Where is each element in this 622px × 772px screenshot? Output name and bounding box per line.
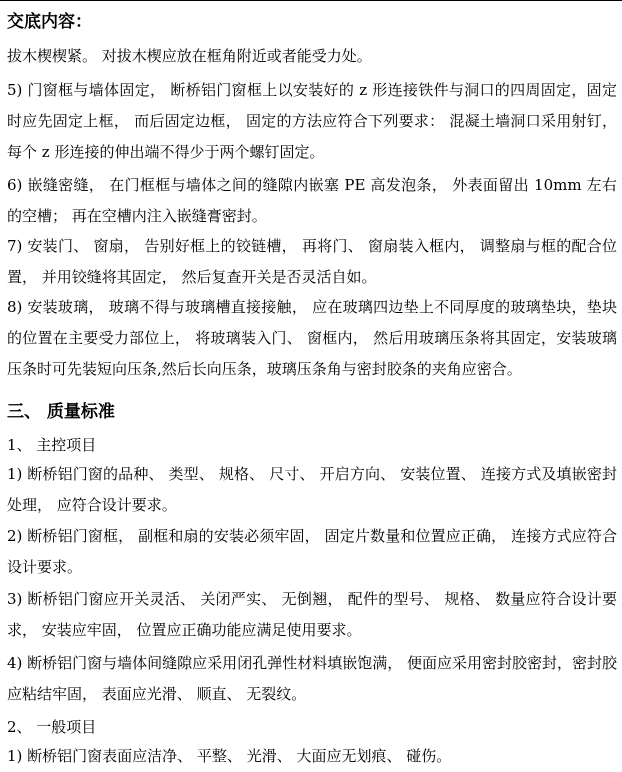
paragraph-step-6: 6) 嵌缝密缝， 在门框框与墙体之间的缝隙内嵌塞 PE 高发泡条， 外表面留出 10mm 左右的空槽； 再在空槽内注入嵌缝膏密封。	[7, 176, 617, 225]
general-item-1: 1) 断桥铝门窗表面应洁净、 平整、 光滑、 大面应无划痕、 碰伤。	[7, 747, 452, 765]
main-items-title: 1、 主控项目	[7, 436, 97, 454]
paragraph-step-8: 8) 安装玻璃， 玻璃不得与玻璃槽直接接触， 应在玻璃四边垫上不同厚度的玻璃垫块，垫块的位置在主要受力部位上， 将玻璃装入门、 窗框内， 然后用玻璃压条将其固定，安装玻璃压条时可先装短向压条,然后长向压条，玻璃压条角与密封胶条的夹角应密合。	[7, 298, 617, 378]
top-border-line	[0, 0, 622, 1]
general-items-title: 2、 一般项目	[7, 718, 97, 736]
main-item-1: 1) 断桥铝门窗的品种、 类型、 规格、 尺寸、 开启方向、 安装位置、 连接方式及填嵌密封处理， 应符合设计要求。	[7, 465, 617, 514]
quality-standard-title: 三、 质量标准	[7, 402, 115, 422]
section-title: 交底内容：	[7, 12, 92, 32]
paragraph-step-7: 7) 安装门、 窗扇， 告别好框上的铰链槽， 再将门、 窗扇装入框内， 调整扇与框的配合位置， 并用铰缝将其固定， 然后复查开关是否灵活自如。	[7, 237, 617, 286]
main-item-2: 2) 断桥铝门窗框， 副框和扇的安装必须牢固， 固定片数量和位置应正确， 连接方式应符合设计要求。	[7, 527, 617, 576]
main-item-4: 4) 断桥铝门窗与墙体间缝隙应采用闭孔弹性材料填嵌饱满， 便面应采用密封胶密封，密封胶应粘结牢固， 表面应光滑、 顺直、 无裂纹。	[7, 654, 617, 703]
main-item-3: 3) 断桥铝门窗应开关灵活、 关闭严实、 无倒翘， 配件的型号、 规格、 数量应符合设计要求， 安装应牢固， 位置应正确功能应满足使用要求。	[7, 590, 617, 639]
paragraph-wedges: 拔木楔楔紧。 对拔木楔应放在框角附近或者能受力处。	[7, 47, 372, 65]
paragraph-step-5: 5) 门窗框与墙体固定， 断桥铝门窗框上以安装好的 z 形连接铁件与洞口的四周固定，固定时应先固定上框， 而后固定边框， 固定的方法应符合下列要求： 混凝土墙洞口采用射钉， 每个 z 形连接的伸出端不得少于两个螺钉固定。	[7, 81, 617, 161]
